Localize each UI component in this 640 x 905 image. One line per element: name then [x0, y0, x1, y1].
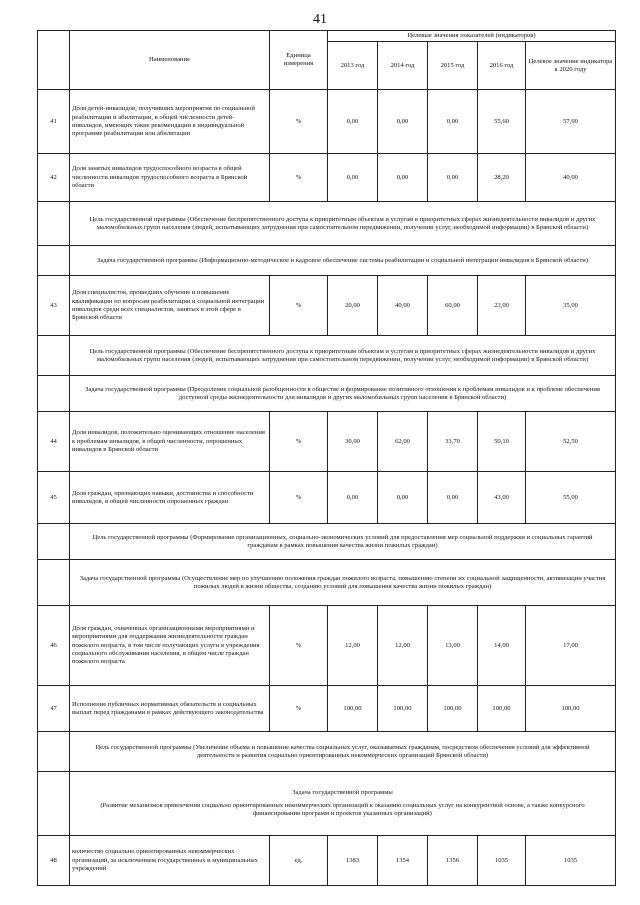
row-number: 43 — [38, 276, 70, 336]
indicators-table — [37, 30, 616, 886]
row-number: 44 — [38, 412, 70, 472]
table-row — [38, 276, 616, 336]
table-row — [38, 154, 616, 202]
program-goal-row — [38, 202, 616, 246]
row-unit: % — [270, 472, 328, 524]
value-2013: 0,00 — [328, 90, 378, 154]
value-2020: 1035 — [526, 836, 616, 886]
value-2015: 13,00 — [428, 606, 478, 686]
header-year-2015: 2015 год — [428, 42, 478, 90]
row-unit: % — [270, 90, 328, 154]
value-2013: 100,00 — [328, 686, 378, 732]
table-row — [38, 90, 616, 154]
header-year-2013: 2013 год — [328, 42, 378, 90]
header-unit: Единица измерения — [270, 31, 328, 90]
value-2020: 100,00 — [526, 686, 616, 732]
header-name: Наименование — [70, 31, 270, 90]
header-targets-group: Целевые значения показателей (индикаторов) — [328, 31, 616, 42]
value-2020: 40,00 — [526, 154, 616, 202]
table-row — [38, 836, 616, 886]
table-row — [38, 686, 616, 732]
value-2015: 100,00 — [428, 686, 478, 732]
program-task-row — [38, 560, 616, 606]
value-2016: 50,10 — [478, 412, 526, 472]
row-unit: % — [270, 276, 328, 336]
program-task-text: Задача государственной программы (Преодоление социальной разобщенности в обществе и формирование позитивного отношения к проблемам инвалидов и к проблеме обеспечения доступной среды жизнедеятельности для инвалидов и других маломобильных групп населения в Брянской области) — [70, 376, 616, 412]
program-task-text: Задача государственной программы (Информационно-методическое и кадровое обеспечение системы реабилитации и социальной интеграции инвалидов в Брянской области) — [70, 246, 616, 276]
value-2016: 100,00 — [478, 686, 526, 732]
value-2014: 12,00 — [378, 606, 428, 686]
row-number: 48 — [38, 836, 70, 886]
value-2014: 0,00 — [378, 90, 428, 154]
value-2020: 17,00 — [526, 606, 616, 686]
row-number: 41 — [38, 90, 70, 154]
row-name: Доля детей-инвалидов, получивших мероприятия по социальной реабилитации и абилитации, в общей численности детей- инвалидов, имеющих такие рекомендации в индивидуальной программе реабилитации или абилитации — [70, 90, 270, 154]
value-2020: 57,00 — [526, 90, 616, 154]
value-2020: 52,50 — [526, 412, 616, 472]
value-2013: 30,00 — [328, 412, 378, 472]
program-goal-row — [38, 336, 616, 376]
value-2015: 0,00 — [428, 90, 478, 154]
value-2013: 20,00 — [328, 276, 378, 336]
value-2015: 33,70 — [428, 412, 478, 472]
value-2020: 35,00 — [526, 276, 616, 336]
header-year-2016: 2016 год — [478, 42, 526, 90]
row-number: 46 — [38, 606, 70, 686]
row-unit: ед. — [270, 836, 328, 886]
row-name: количество социально ориентированных некоммерческих организаций, за исключением государственных и муниципальных учреждений — [70, 836, 270, 886]
header-number — [38, 31, 70, 90]
row-name: Доля специалистов, прошедших обучение и повышение квалификации по вопросам реабилитации и социальной интеграции инвалидов среди всех специалистов, занятых в этой сфере в Брянской области — [70, 276, 270, 336]
value-2016: 1035 — [478, 836, 526, 886]
value-2014: 0,00 — [378, 472, 428, 524]
program-goal-text: Цель государственной программы (Увеличение объема и повышение качества социальных услуг, оказываемых гражданам, посредством обеспечения условий для эффективной деятельности и развития социально ориентированных некоммерческих организаций Брянской области) — [70, 732, 616, 772]
row-name: Доля инвалидов, положительно оценивающих отношение населения к проблемам инвалидов, в общей численности, опрошенных инвалидов в Брянской области — [70, 412, 270, 472]
row-name: Доля граждан, признающих навыки, достоинства и способности инвалидов, в общей численности опрошенных граждан — [70, 472, 270, 524]
value-2020: 55,00 — [526, 472, 616, 524]
value-2016: 43,00 — [478, 472, 526, 524]
program-task-row — [38, 246, 616, 276]
value-2014: 0,00 — [378, 154, 428, 202]
value-2015: 1356 — [428, 836, 478, 886]
table-row — [38, 412, 616, 472]
row-name: Исполнение публичных нормативных обязательств и социальных выплат перед гражданами в рамках действующего законодательства — [70, 686, 270, 732]
row-unit: % — [270, 606, 328, 686]
table-row — [38, 472, 616, 524]
row-unit: % — [270, 154, 328, 202]
program-task-text: (Развитие механизмов привлечения социально ориентированных некоммерческих организаций к оказанию социальных услуг на конкурентной основе, а также конкурсного финансирования программ и проектов указанных организаций) — [100, 801, 585, 817]
value-2016: 28,20 — [478, 154, 526, 202]
program-goal-text: Цель государственной программы (Обеспечение беспрепятственного доступа к приоритетным объектам и услугам в приоритетных сферах жизнедеятельности инвалидов и других маломобильных групп населения (людей, испытывающих затруднения при самостоятельном передвижении, получении услуг, необходимой информации) в Брянской области) — [70, 202, 616, 246]
row-unit: % — [270, 412, 328, 472]
row-number: 47 — [38, 686, 70, 732]
program-task-row — [38, 376, 616, 412]
value-2013: 0,00 — [328, 154, 378, 202]
program-task-heading: Задача государственной программы — [292, 789, 393, 797]
row-number: 45 — [38, 472, 70, 524]
row-unit: % — [270, 686, 328, 732]
value-2014: 40,00 — [378, 276, 428, 336]
program-goal-text: Цель государственной программы (Формирование организационных, социально-экономических условий для предоставления мер социальной поддержки и социальных гарантий гражданам в рамках повышения качества жизни пожилых граждан) — [70, 524, 616, 560]
table-row — [38, 606, 616, 686]
program-goal-row — [38, 732, 616, 772]
value-2013: 0,00 — [328, 472, 378, 524]
header-year-2014: 2014 год — [378, 42, 428, 90]
value-2015: 60,00 — [428, 276, 478, 336]
value-2015: 0,00 — [428, 154, 478, 202]
value-2016: 23,00 — [478, 276, 526, 336]
value-2013: 1383 — [328, 836, 378, 886]
row-number: 42 — [38, 154, 70, 202]
value-2014: 62,00 — [378, 412, 428, 472]
value-2016: 55,60 — [478, 90, 526, 154]
program-task-text: Задача государственной программы (Осуществление мер по улучшению положения граждан пожилого возраста, повышению степени их социальной защищенности, активизации участия пожилых людей в жизни общества, созданию условий для повышения качества жизни пожилых граждан) — [70, 560, 616, 606]
value-2014: 1354 — [378, 836, 428, 886]
header-target-2020: Целевое значение индикатора к 2020 году — [526, 42, 616, 90]
value-2013: 12,00 — [328, 606, 378, 686]
value-2016: 14,00 — [478, 606, 526, 686]
program-task-row — [38, 772, 616, 836]
value-2014: 100,00 — [378, 686, 428, 732]
page-number: 41 — [313, 12, 327, 27]
program-goal-row — [38, 524, 616, 560]
program-goal-text: Цель государственной программы (Обеспечение беспрепятственного доступа к приоритетным объектам и услугам в приоритетных сферах жизнедеятельности инвалидов и других маломобильных групп населения (людей, испытывающих затруднения при самостоятельном передвижении, получении услуг, необходимой информации) в Брянской области) — [70, 336, 616, 376]
row-name: Доля граждан, охваченных организационными мероприятиями и мероприятиями для поддержания жизнедеятельности граждан пожилого возраста, в том числе получающих услуги в учреждения социального обслуживания населения, в общем числе граждан пожилого возраста — [70, 606, 270, 686]
value-2015: 0,00 — [428, 472, 478, 524]
row-name: Доля занятых инвалидов трудоспособного возраста в общей численности инвалидов трудоспособного возраста в Брянской области — [70, 154, 270, 202]
